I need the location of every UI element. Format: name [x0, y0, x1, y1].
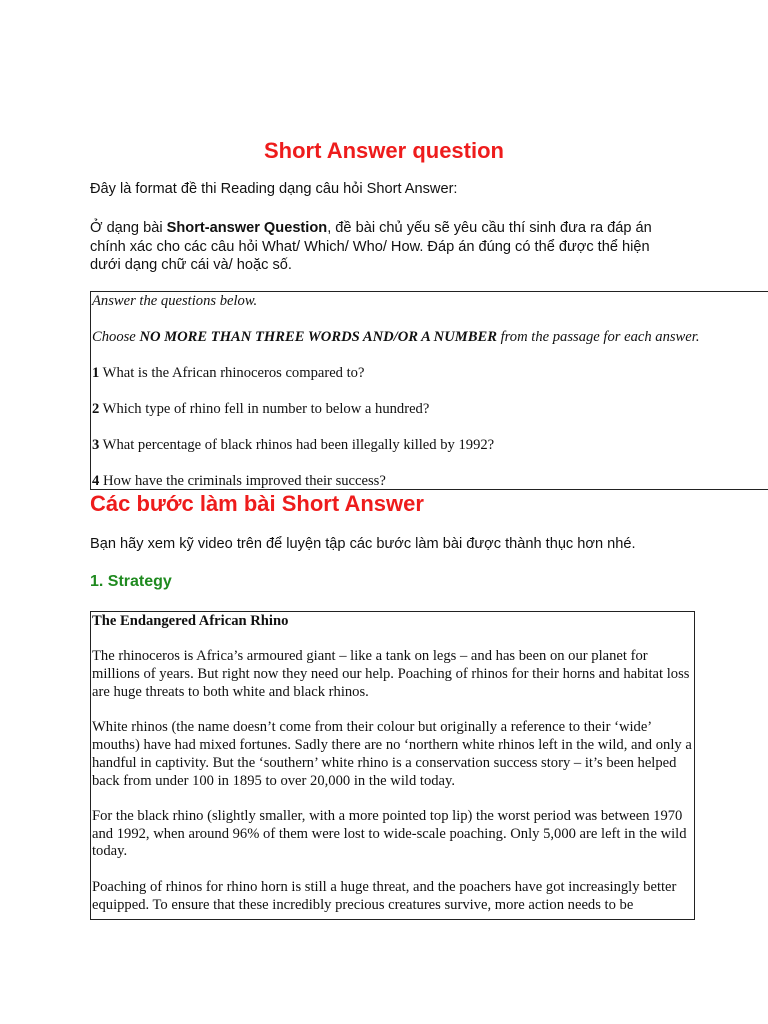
choose-instruction [92, 329, 699, 346]
passage-paragraph: The rhinoceros is Africa’s armoured giant – like a tank on legs – and has been on our planet for millions of years. But right now they need our help. Poaching of rhinos for their horns and habitat loss are huge threats to both white and black rhinos. [92, 648, 690, 700]
choose-limit: NO MORE THAN THREE WORDS AND/OR A NUMBER [139, 329, 497, 345]
question-number: 3 [92, 437, 100, 453]
choose-suffix: from the passage for each answer. [496, 329, 700, 345]
reading-passage-box [90, 611, 695, 920]
choose-prefix: Choose [92, 329, 140, 345]
question-instruction [92, 293, 257, 310]
instruction-text: Answer the questions below. [92, 293, 258, 309]
question-number: 1 [92, 365, 100, 381]
question-text: What percentage of black rhinos had been illegally killed by 1992? [99, 437, 495, 453]
paragraph-rest: , đề bài chủ yếu sẽ yêu cầu thí sinh đưa ra đáp án chính xác cho các câu hỏi What/ Which/ Who/ How. Đáp án đúng có thể được thể hiện dưới dạng chữ cái và/ hoặc số. [90, 220, 652, 273]
question-text: Which type of rhino fell in number to below a hundred? [99, 401, 430, 417]
question-item [92, 437, 494, 454]
strategy-heading: 1. Strategy [90, 573, 172, 590]
page-title: Short Answer question [264, 138, 504, 163]
passage-paragraph: Poaching of rhinos for rhino horn is still a huge threat, and the poachers have got increasingly better equipped. To ensure that these incredibly precious creatures survive, more action needs to be [92, 878, 677, 913]
format-paragraph [90, 219, 680, 275]
paragraph-bold-term: Short-answer Question [166, 220, 328, 236]
question-number: 4 [92, 473, 100, 489]
question-text: How have the criminals improved their success? [99, 473, 386, 489]
question-text: What is the African rhinoceros compared to? [99, 365, 365, 381]
question-number: 2 [92, 401, 100, 417]
steps-heading: Các bước làm bài Short Answer [90, 491, 424, 516]
question-item [92, 365, 364, 382]
paragraph-prefix: Ở dạng bài [90, 220, 167, 236]
passage-title: The Endangered African Rhino [92, 613, 289, 629]
intro-text: Đây là format đề thi Reading dạng câu hỏi Short Answer: [90, 181, 458, 197]
passage-paragraph: White rhinos (the name doesn’t come from their colour but originally a reference to their ‘wide’ mouths) have had mixed fortunes. Sadly there are no ‘northern white rhinos left in the wild, and only a handful in captivity. But the ‘southern’ white rhino is a conservation success story – it’s been helped back from under 100 in 1895 to over 20,000 in the wild today. [92, 719, 692, 789]
video-note: Bạn hãy xem kỹ video trên để luyện tập các bước làm bài được thành thục hơn nhé. [90, 536, 636, 552]
question-item [92, 473, 386, 490]
passage-paragraph: For the black rhino (slightly smaller, with a more pointed top lip) the worst period was between 1970 and 1992, when around 96% of them were lost to wide-scale poaching. Only 5,000 are left in the wild today. [92, 807, 687, 860]
question-box [90, 291, 768, 490]
question-item [92, 401, 429, 418]
